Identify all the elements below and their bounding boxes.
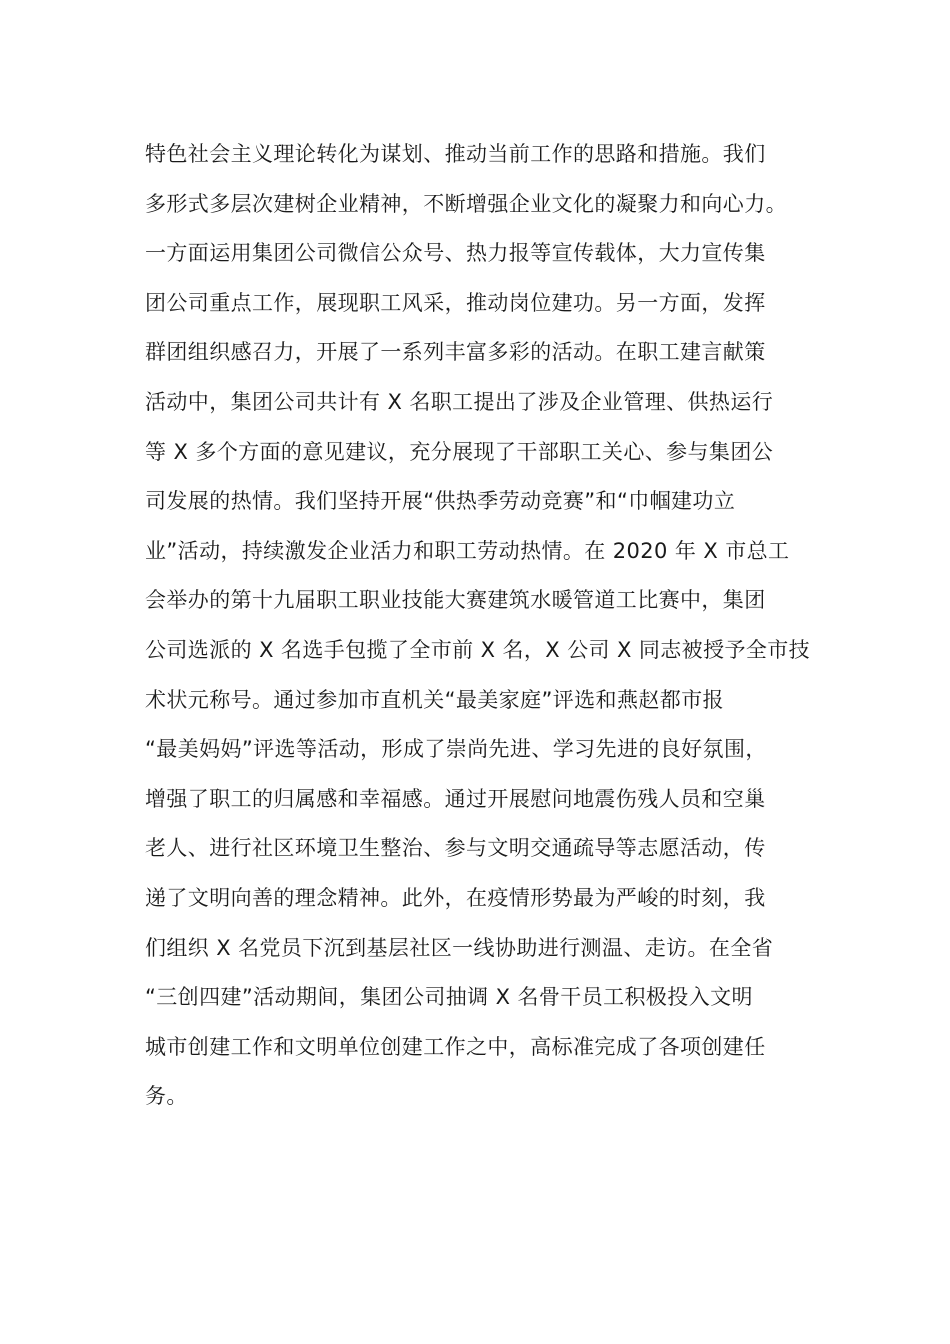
text-line: 老人、进行社区环境卫生整治、参与文明交通疏导等志愿活动，传 [145,836,766,861]
text-line: 多形式多层次建树企业精神，不断增强企业文化的凝聚力和向心力。 [145,191,787,216]
text-line: 城市创建工作和文明单位创建工作之中，高标准完成了各项创建任 [145,1034,766,1059]
text-line: 活动中，集团公司共计有 X 名职工提出了涉及企业管理、供热运行 [145,389,774,414]
body-paragraph [145,130,815,1122]
text-line: 业”活动，持续激发企业活力和职工劳动热情。在 2020 年 X 市总工 [145,538,790,563]
text-line: 特色社会主义理论转化为谋划、推动当前工作的思路和措施。我们 [145,142,766,166]
text-line: 一方面运用集团公司微信公众号、热力报等宣传载体，大力宣传集 [145,241,766,266]
text-line: 递了文明向善的理念精神。此外，在疫情形势最为严峻的时刻，我 [145,885,766,910]
text-line: 群团组织感召力，开展了一系列丰富多彩的活动。在职工建言献策 [145,340,766,365]
text-line: 们组织 X 名党员下沉到基层社区一线协助进行测温、走访。在全省 [145,935,774,960]
text-line: 增强了职工的归属感和幸福感。通过开展慰问地震伤残人员和空巢 [145,786,766,811]
text-line: 术状元称号。通过参加市直机关“最美家庭”评选和燕赵都市报 [145,687,724,712]
text-line: 公司选派的 X 名选手包揽了全市前 X 名，X 公司 X 同志被授予全市技 [145,637,811,662]
text-line: 等 X 多个方面的意见建议，充分展现了干部职工关心、参与集团公 [145,439,774,464]
text-line: 会举办的第十九届职工职业技能大赛建筑水暖管道工比赛中，集团 [145,588,766,613]
text-line: “最美妈妈”评选等活动，形成了崇尚先进、学习先进的良好氛围， [145,737,767,762]
text-line: 务。 [145,1084,188,1109]
text-line: “三创四建”活动期间，集团公司抽调 X 名骨干员工积极投入文明 [145,985,753,1010]
text-line: 司发展的热情。我们坚持开展“供热季劳动竞赛”和“巾帼建功立 [145,489,736,514]
text-line: 团公司重点工作，展现职工风采，推动岗位建功。另一方面，发挥 [145,290,766,315]
